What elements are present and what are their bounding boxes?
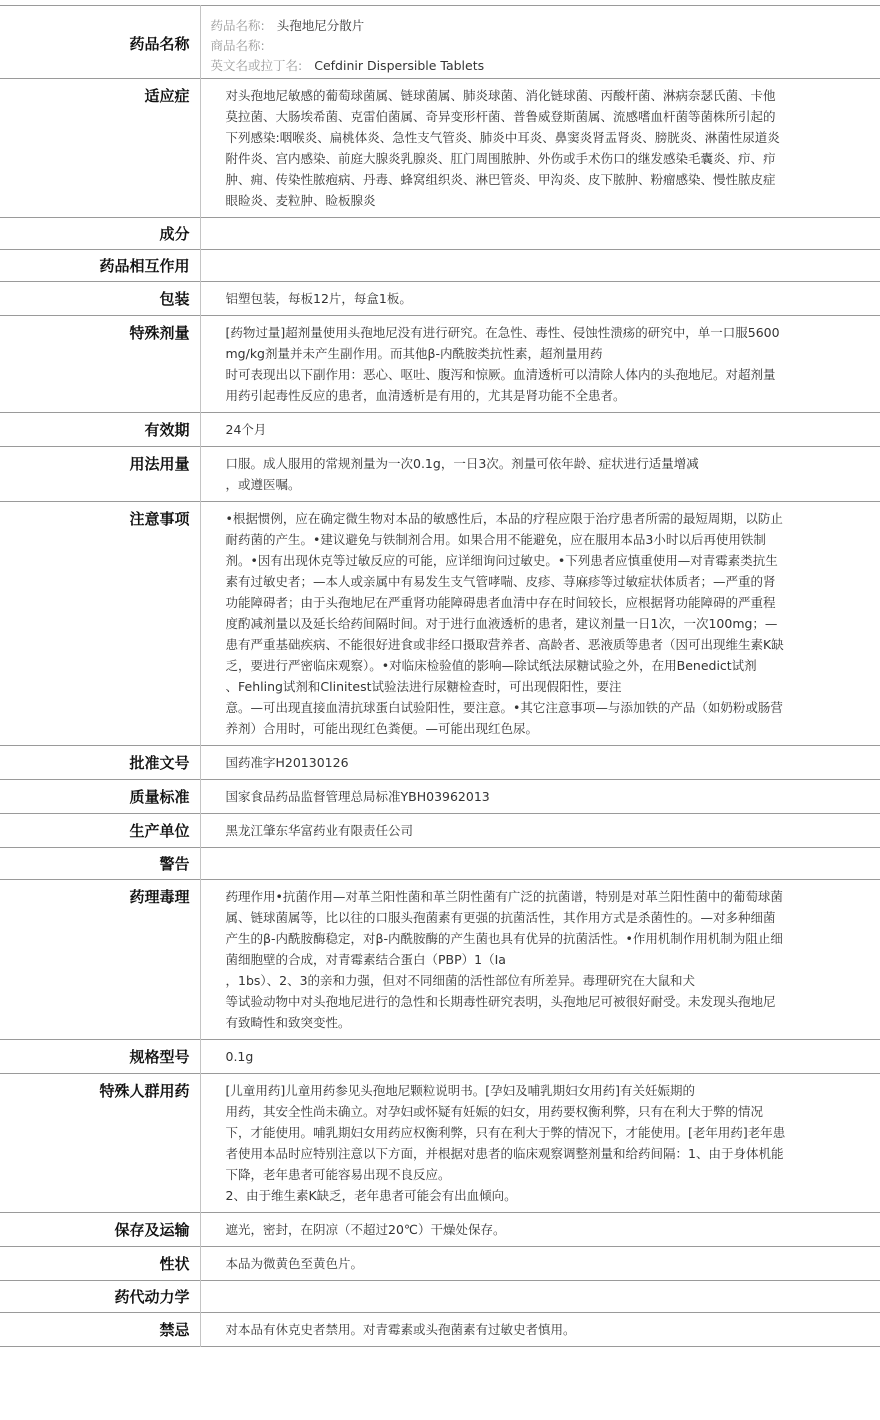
value-line: [儿童用药]儿童用药参见头孢地尼颗粒说明书。[孕妇及哺乳期妇女用药]有关妊娠期的 xyxy=(225,1083,696,1098)
row-usage-dosage xyxy=(0,447,880,502)
row-contraindications xyxy=(0,1313,880,1347)
row-label: 禁忌 xyxy=(0,1313,200,1347)
drug-info-table xyxy=(0,5,880,1347)
row-value xyxy=(200,880,880,1040)
row-special-dosage xyxy=(0,316,880,413)
row-appearance xyxy=(0,1247,880,1281)
value-line: [药物过量]超剂量使用头孢地尼没有进行研究。在急性、毒性、侵蚀性溃疡的研究中，单一口服5600mg/kg剂量并未产生副作用。而其他β-内酰胺类抗性素，超剂量用药 xyxy=(225,325,780,361)
row-label: 质量标准 xyxy=(0,780,200,814)
row-shelf-life xyxy=(0,413,880,447)
row-label: 批准文号 xyxy=(0,746,200,780)
row-value xyxy=(200,780,880,814)
row-value xyxy=(200,447,880,502)
value-line: 等试验动物中对头孢地尼进行的急性和长期毒性研究表明，头孢地尼可被很好耐受。未发现头孢地尼有致畸性和致突变性。 xyxy=(225,994,776,1030)
row-value xyxy=(200,282,880,316)
value-line: 遮光，密封，在阴凉（不超过20℃）干燥处保存。 xyxy=(225,1222,506,1237)
row-label: 警告 xyxy=(0,848,200,880)
value-line: 药理作用•抗菌作用—对革兰阳性菌和革兰阴性菌有广泛的抗菌谱，特别是对革兰阳性菌中的葡萄球菌属、链球菌属等，比以往的口服头孢菌素有更强的抗菌活性，其作用方式是杀菌性的。—对多种细菌产生的β-内酰胺酶稳定，对β-内酰胺酶的产生菌也具有优异的抗菌活性。•作用机制作用机制为阻止细菌细胞壁的合成，对青霉素结合蛋白（PBP）1（Ia xyxy=(225,889,783,967)
english-name-value: Cefdinir Dispersible Tablets xyxy=(314,58,485,73)
row-quality-standard xyxy=(0,780,880,814)
value-line: 意。—可出现直接血清抗球蛋白试验阳性，要注意。•其它注意事项—与添加铁的产品（如奶粉或肠营养剂）合用时，可能出现红色粪便。—可能出现红色尿。 xyxy=(225,700,783,736)
row-value xyxy=(200,848,880,880)
row-value xyxy=(200,316,880,413)
row-value xyxy=(200,814,880,848)
value-line: •根据惯例，应在确定微生物对本品的敏感性后，本品的疗程应限于治疗患者所需的最短周期，以防止耐药菌的产生。•建议避免与铁制剂合用。如果合用不能避免，应在服用本品3小时以后再使用铁制剂。•因有出现休克等过敏反应的可能，应详细询问过敏史。•下列患者应慎重使用—对青霉素类抗生素有过敏史者；—本人或亲属中有易发生支气管哮喘、皮疹、荨麻疹等过敏症状体质者；—严重的肾功能障碍者；由于头孢地尼在严重肾功能障碍患者血清中存在时间较长，应根据肾功能障碍的严重程度酌减剂量以及延长给药间隔时间。对于进行血液透析的患者，建议剂量一日1次，一次100mg；—患有严重基础疾病、不能很好进食或非经口摄取营养者、高龄者、恶液质等患者（因可出现维生素K缺乏，要进行严密临床观察）。•对临床检验值的影响—除试纸法尿糖试验之外，在用Benedict试剂 xyxy=(225,511,784,673)
value-line: 对头孢地尼敏感的葡萄球菌属、链球菌属、肺炎球菌、消化链球菌、丙酸杆菌、淋病奈瑟氏菌、卡他莫拉菌、大肠埃希菌、克雷伯菌属、奇异变形杆菌、普鲁威登斯菌属、流感嗜血杆菌等菌株所引起的下列感染:咽喉炎、扁桃体炎、急性支气管炎、肺炎中耳炎、鼻窦炎肾盂肾炎、膀胱炎、淋菌性尿道炎附件炎、宫内感染、前庭大腺炎乳腺炎、肛门周围脓肿、外伤或手术伤口的继发感染毛囊炎、疖、疖肿、痈、传染性脓疱病、丹毒、蜂窝组织炎、淋巴管炎、甲沟炎、皮下脓肿、粉瘤感染、慢性脓皮症眼睑炎、麦粒肿、睑板腺炎 xyxy=(225,88,780,208)
row-storage-transport xyxy=(0,1213,880,1247)
row-approval-number xyxy=(0,746,880,780)
trade-name-key: 商品名称: xyxy=(210,38,265,53)
row-packaging xyxy=(0,282,880,316)
row-label: 药理毒理 xyxy=(0,880,200,1040)
english-name-key: 英文名或拉丁名: xyxy=(210,58,303,73)
row-label: 保存及运输 xyxy=(0,1213,200,1247)
value-line: 2、由于维生素K缺乏，老年患者可能会有出血倾向。 xyxy=(225,1188,517,1203)
row-label: 药品名称 xyxy=(0,6,200,79)
generic-name-key: 药品名称: xyxy=(210,18,265,33)
value-line: 国家食品药品监督管理总局标准YBH03962013 xyxy=(225,789,490,804)
row-value xyxy=(200,1247,880,1281)
row-value xyxy=(200,502,880,746)
value-line: 时可表现出以下副作用：恶心、呕吐、腹泻和惊厥。血清透析可以清除人体内的头孢地尼。对超剂量用药引起毒性反应的患者，血清透析是有用的，尤其是肾功能不全患者。 xyxy=(225,367,776,403)
value-line: 24个月 xyxy=(225,422,267,437)
value-line: 黑龙江肇东华富药业有限责任公司 xyxy=(225,823,414,838)
row-label: 药代动力学 xyxy=(0,1281,200,1313)
generic-name-line xyxy=(211,16,787,36)
drug-name-value xyxy=(200,6,880,79)
row-label: 药品相互作用 xyxy=(0,250,200,282)
value-line: 国药准字H20130126 xyxy=(225,755,349,770)
value-line: 对本品有休克史者禁用。对青霉素或头孢菌素有过敏史者慎用。 xyxy=(225,1322,576,1337)
value-line: 用药，其安全性尚未确立。对孕妇或怀疑有妊娠的妇女，用药要权衡利弊，只有在利大于弊的情况下，才能使用。哺乳期妇女用药应权衡利弊，只有在利大于弊的情况下，才能使用。[老年用药]老年患者使用本品时应特别注意以下方面，并根据对患者的临床观察调整剂量和给药间隔：1、由于身体机能下降，老年患者可能容易出现不良反应。 xyxy=(225,1104,786,1182)
row-pharmacology-toxicology xyxy=(0,880,880,1040)
row-drug-name xyxy=(0,6,880,79)
row-label: 用法用量 xyxy=(0,447,200,502)
row-label: 生产单位 xyxy=(0,814,200,848)
row-indications xyxy=(0,79,880,218)
row-specification xyxy=(0,1040,880,1074)
row-ingredients xyxy=(0,218,880,250)
row-value xyxy=(200,250,880,282)
row-label: 性状 xyxy=(0,1247,200,1281)
row-label: 成分 xyxy=(0,218,200,250)
row-precautions xyxy=(0,502,880,746)
trade-name-line xyxy=(211,36,787,56)
row-value xyxy=(200,746,880,780)
value-line: 口服。成人服用的常规剂量为一次0.1g，一日3次。剂量可依年龄、症状进行适量增减 xyxy=(225,456,699,471)
english-name-line xyxy=(211,56,787,76)
row-pharmacokinetics xyxy=(0,1281,880,1313)
row-value xyxy=(200,1313,880,1347)
row-label: 注意事项 xyxy=(0,502,200,746)
row-label: 特殊剂量 xyxy=(0,316,200,413)
row-value xyxy=(200,1074,880,1213)
row-value xyxy=(200,1213,880,1247)
row-label: 特殊人群用药 xyxy=(0,1074,200,1213)
value-line: 0.1g xyxy=(225,1049,254,1064)
row-value xyxy=(200,413,880,447)
row-special-populations xyxy=(0,1074,880,1213)
generic-name-value: 头孢地尼分散片 xyxy=(276,18,365,33)
value-line: ，或遵医嘱。 xyxy=(225,477,301,492)
value-line: 本品为微黄色至黄色片。 xyxy=(225,1256,364,1271)
row-value xyxy=(200,1040,880,1074)
row-label: 适应症 xyxy=(0,79,200,218)
row-label: 包装 xyxy=(0,282,200,316)
row-value xyxy=(200,79,880,218)
value-line: ，1bs）、2、3的亲和力强，但对不同细菌的活性部位有所差异。毒理研究在大鼠和犬 xyxy=(225,973,696,988)
row-value xyxy=(200,1281,880,1313)
row-warning xyxy=(0,848,880,880)
row-value xyxy=(200,218,880,250)
value-line: 、Fehling试剂和Clinitest试验法进行尿糖检查时，可出现假阳性，要注 xyxy=(225,679,622,694)
drug-info-table-body xyxy=(0,6,880,1347)
row-manufacturer xyxy=(0,814,880,848)
row-label: 规格型号 xyxy=(0,1040,200,1074)
row-label: 有效期 xyxy=(0,413,200,447)
row-drug-interactions xyxy=(0,250,880,282)
value-line: 铝塑包装，每板12片，每盒1板。 xyxy=(225,291,412,306)
